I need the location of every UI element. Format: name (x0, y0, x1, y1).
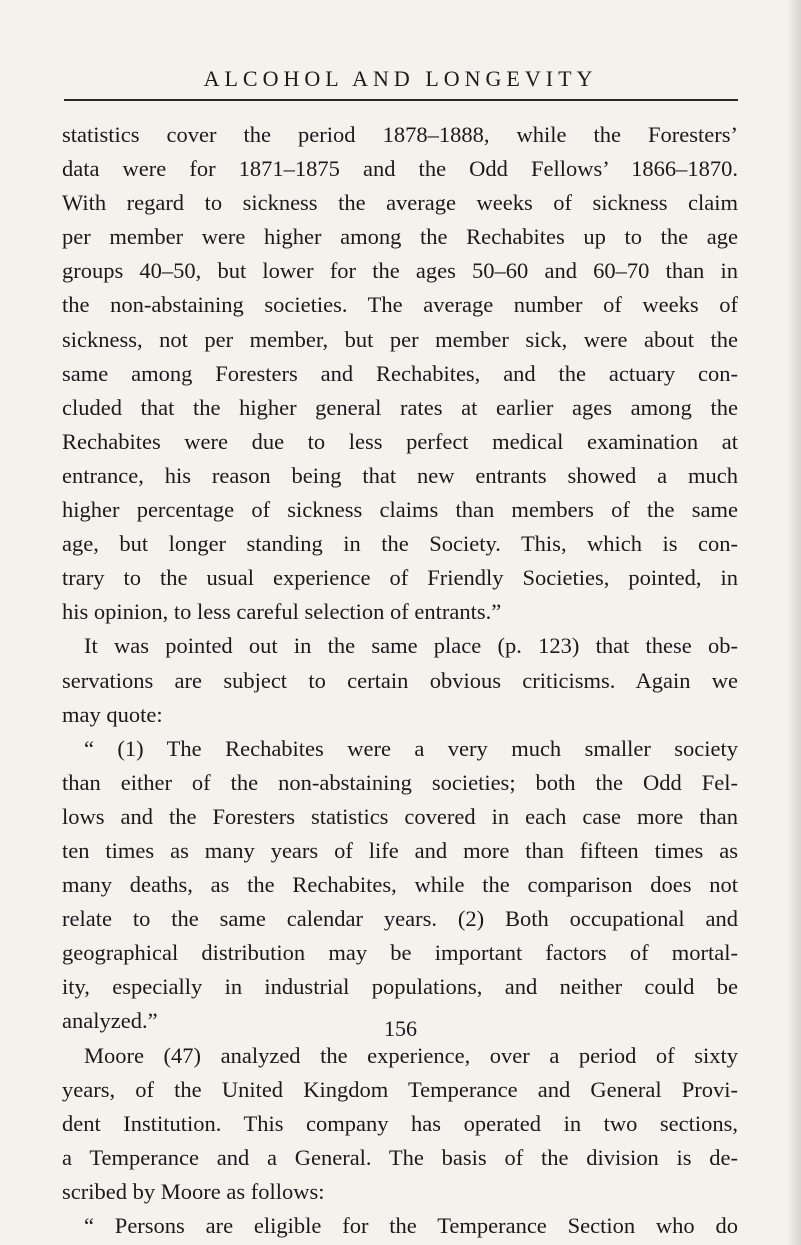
text-line: his opinion, to less careful selection of entrants.” (62, 599, 502, 625)
text-line: scribed by Moore as follows: (62, 1178, 325, 1204)
text-line: ten times as many years of life and more than fifteen times as (62, 837, 738, 863)
text-line: higher percentage of sickness claims than members of the same (62, 497, 738, 523)
text-line: Rechabites were due to less perfect medical examination at (62, 428, 738, 454)
text-line: trary to the usual experience of Friendly Societies, pointed, in (62, 565, 738, 591)
text-line: analyzed.” (62, 1008, 158, 1034)
text-line: than either of the non-abstaining societies; both the Odd Fel- (62, 769, 738, 795)
text-line: servations are subject to certain obvious criticisms. Again we (62, 667, 738, 693)
page-edge-shadow (787, 0, 801, 1245)
text-line: dent Institution. This company has operated in two sections, (62, 1110, 738, 1136)
body-text (62, 118, 738, 1243)
text-line: statistics cover the period 1878–1888, while the Foresters’ (62, 122, 738, 147)
text-line: It was pointed out in the same place (p. 123) that these ob- (84, 633, 738, 659)
text-line: “ (1) The Rechabites were a very much smaller society (84, 735, 738, 761)
text-line: lows and the Foresters statistics covered in each case more than (62, 803, 738, 829)
text-line: relate to the same calendar years. (2) Both occupational and (62, 906, 738, 932)
text-line: “ Persons are eligible for the Temperance Section who do (84, 1213, 738, 1238)
text-line: a Temperance and a General. The basis of the division is de- (62, 1144, 738, 1170)
text-line: With regard to sickness the average weeks of sickness claim (62, 190, 738, 216)
text-line: per member were higher among the Rechabites up to the age (62, 224, 738, 250)
text-line: age, but longer standing in the Society. This, which is con- (62, 531, 738, 557)
page-number: 156 (384, 1016, 417, 1041)
text-line: entrance, his reason being that new entrants showed a much (62, 462, 738, 488)
text-line: years, of the United Kingdom Temperance and General Provi- (62, 1076, 738, 1102)
header-rule (64, 99, 738, 101)
text-line: same among Foresters and Rechabites, and the actuary con- (62, 360, 738, 386)
text-line: groups 40–50, but lower for the ages 50–60 and 60–70 than in (62, 258, 738, 284)
text-line: Moore (47) analyzed the experience, over a period of sixty (84, 1042, 738, 1068)
text-line: sickness, not per member, but per member sick, were about the (62, 326, 738, 352)
running-header: ALCOHOL AND LONGEVITY (203, 66, 598, 91)
text-line: geographical distribution may be important factors of mortal- (62, 940, 738, 966)
text-line: data were for 1871–1875 and the Odd Fellows’ 1866–1870. (62, 156, 738, 182)
text-line: cluded that the higher general rates at earlier ages among the (62, 394, 738, 420)
text-line: ity, especially in industrial populations, and neither could be (62, 974, 738, 1000)
text-line: may quote: (62, 701, 163, 727)
text-line: many deaths, as the Rechabites, while the comparison does not (62, 872, 738, 898)
text-line: the non-abstaining societies. The average number of weeks of (62, 292, 738, 318)
